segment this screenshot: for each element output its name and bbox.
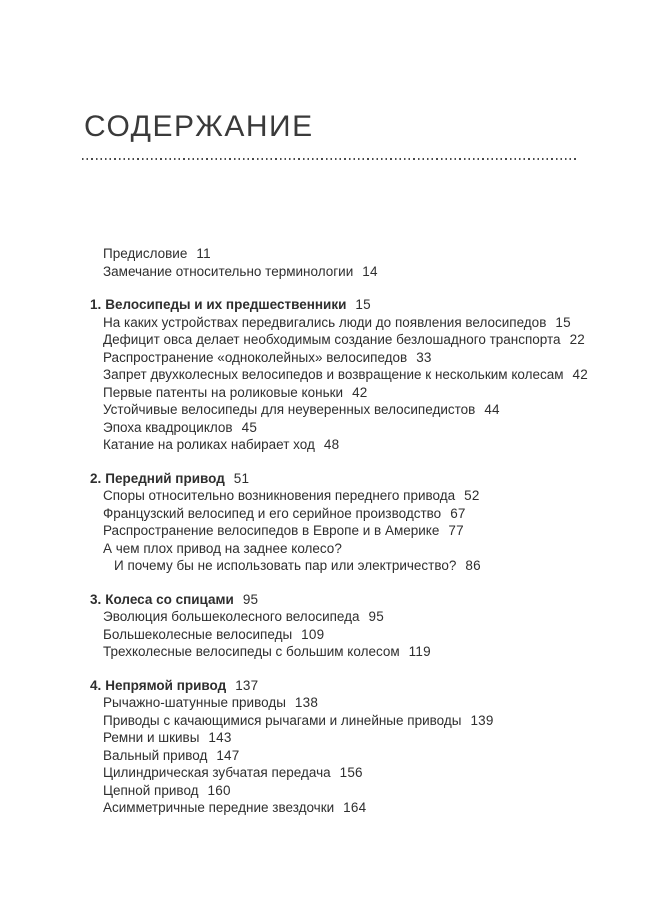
toc-entry [90,263,605,281]
toc-entry [90,331,605,349]
toc-entry-page: 119 [408,644,431,659]
toc-entry-page: 143 [208,730,232,745]
toc-entry [90,799,605,817]
toc-chapter-number: 2. [90,470,102,486]
toc-entry-page: 15 [555,314,571,330]
toc-entry [90,487,605,505]
toc-entry-label: Цепной привод [103,782,199,798]
toc-entry-label: Асимметричные передние звездочки [103,800,335,815]
toc-chapter-title: Непрямой привод [105,677,227,693]
toc-entry-page: 44 [484,402,500,417]
toc-entry [90,626,605,644]
toc-entry-page: 67 [450,505,466,521]
toc-entry-page: 45 [241,419,258,435]
toc-entry-page: 42 [572,367,588,382]
toc-entry-label: Катание на роликах набирает ход [103,437,315,452]
dotted-divider [82,158,577,160]
toc-entry-page: 138 [294,695,319,710]
toc-entry [90,540,605,558]
toc-entry [90,436,605,454]
toc-entry [90,522,605,540]
toc-entry [90,349,605,367]
toc-entry-label: Дефицит овса делает необходимым создание безлошадного транспорта [103,332,561,347]
toc-entry-label: Эволюция большеколесного велосипеда [103,609,360,624]
toc-entry-page: 22 [569,332,585,347]
toc-entry-label: Французский велосипед и его серийное производство [103,505,442,521]
toc-entry-label: Большеколесные велосипеды [103,626,293,642]
toc-entry-label: На каких устройствах передвигались люди до появления велосипедов [103,314,547,330]
toc-entry [90,694,605,712]
toc-entry [90,643,605,661]
toc-entry-page: 11 [196,246,211,261]
toc-entry-page: 48 [323,437,340,452]
toc-chapter [90,677,605,817]
toc-entry-label: Предисловие [103,246,188,261]
toc-entry-page: 160 [207,782,231,798]
toc-entry-label: Распространение велосипедов в Европе и в Америке [103,523,440,538]
toc-entry-page: 77 [448,523,464,538]
toc-entry-page: 86 [465,558,481,573]
chapters-container [90,296,605,817]
toc-entry [90,764,605,782]
toc-chapter-heading [90,470,605,488]
toc-chapter [90,470,605,575]
toc-entry-label: Вальный привод [103,747,208,763]
toc-entry [90,729,605,747]
toc-chapter-heading [90,296,605,314]
toc-entry-label: Трехколесные велосипеды с большим колесом [103,644,400,659]
toc-chapter-title: Велосипеды и их предшественники [105,297,347,312]
toc-entry [90,782,605,800]
toc-entry-label: Распространение «одноколейных» велосипедов [103,349,408,365]
toc-chapter-number: 1. [90,297,102,312]
toc-chapter-page: 137 [235,677,259,693]
toc-entry-page: 14 [362,263,378,279]
toc-entry-page: 139 [470,712,494,728]
toc-chapter-heading [90,677,605,695]
toc-entry-label: Приводы с качающимися рычагами и линейные приводы [103,712,462,728]
toc-chapter-title: Передний привод [105,470,225,486]
toc-entry [90,712,605,730]
toc-entry-label: Рычажно-шатунные приводы [103,695,286,710]
toc-entry-page: 147 [216,747,240,763]
toc-entry [90,747,605,765]
toc-chapter-title: Колеса со спицами [105,591,234,607]
toc-entry [90,366,605,384]
toc-entry-label: Первые патенты на роликовые коньки [103,384,344,400]
toc-entry-label: А чем плох привод на заднее колесо? [103,540,342,556]
toc-entry [90,419,605,437]
toc-chapter-number: 3. [90,591,102,607]
toc-entry [90,401,605,419]
toc-entry-label: Устойчивые велосипеды для неуверенных велосипедистов [103,402,476,417]
toc-entry-page: 33 [416,349,432,365]
toc-chapter-page: 95 [242,591,259,607]
toc-entry-page: 164 [343,800,367,815]
toc-entry-label: Ремни и шкивы [103,730,200,745]
toc-entry [90,314,605,332]
front-matter-section [90,245,605,280]
toc-chapter [90,591,605,661]
toc-entry [90,608,605,626]
toc-entry-page: 52 [464,488,480,503]
toc-entry-page: 156 [339,765,363,780]
toc-chapter-heading [90,591,605,609]
toc-entry-page: 95 [368,609,384,624]
page-title: СОДЕРЖАНИЕ [84,110,314,143]
toc-chapter-items [90,314,605,454]
toc-chapter-page: 51 [233,470,250,486]
toc-entry [90,505,605,523]
toc-entry-label: Замечание относительно терминологии [103,263,354,279]
toc-entry-page: 42 [352,384,368,400]
toc-chapter-number: 4. [90,677,102,693]
toc-chapter-items [90,608,605,661]
toc-chapter-items [90,694,605,817]
toc-entry-label: Споры относительно возникновения переднего привода [103,488,456,503]
toc-entry-label: Запрет двухколесных велосипедов и возвращение к нескольким колесам [103,367,564,382]
toc-entry [90,245,605,263]
toc-entry [90,384,605,402]
toc-entry-page: 109 [301,626,325,642]
toc-entry-label: И почему бы не использовать пар или электричество? [114,558,457,573]
toc-chapter-items [90,487,605,575]
toc-chapter-page: 15 [355,297,371,312]
table-of-contents [90,245,605,817]
toc-entry-label: Цилиндрическая зубчатая передача [103,765,331,780]
toc-chapter [90,296,605,454]
toc-entry [90,557,605,575]
toc-entry-label: Эпоха квадроциклов [103,419,233,435]
